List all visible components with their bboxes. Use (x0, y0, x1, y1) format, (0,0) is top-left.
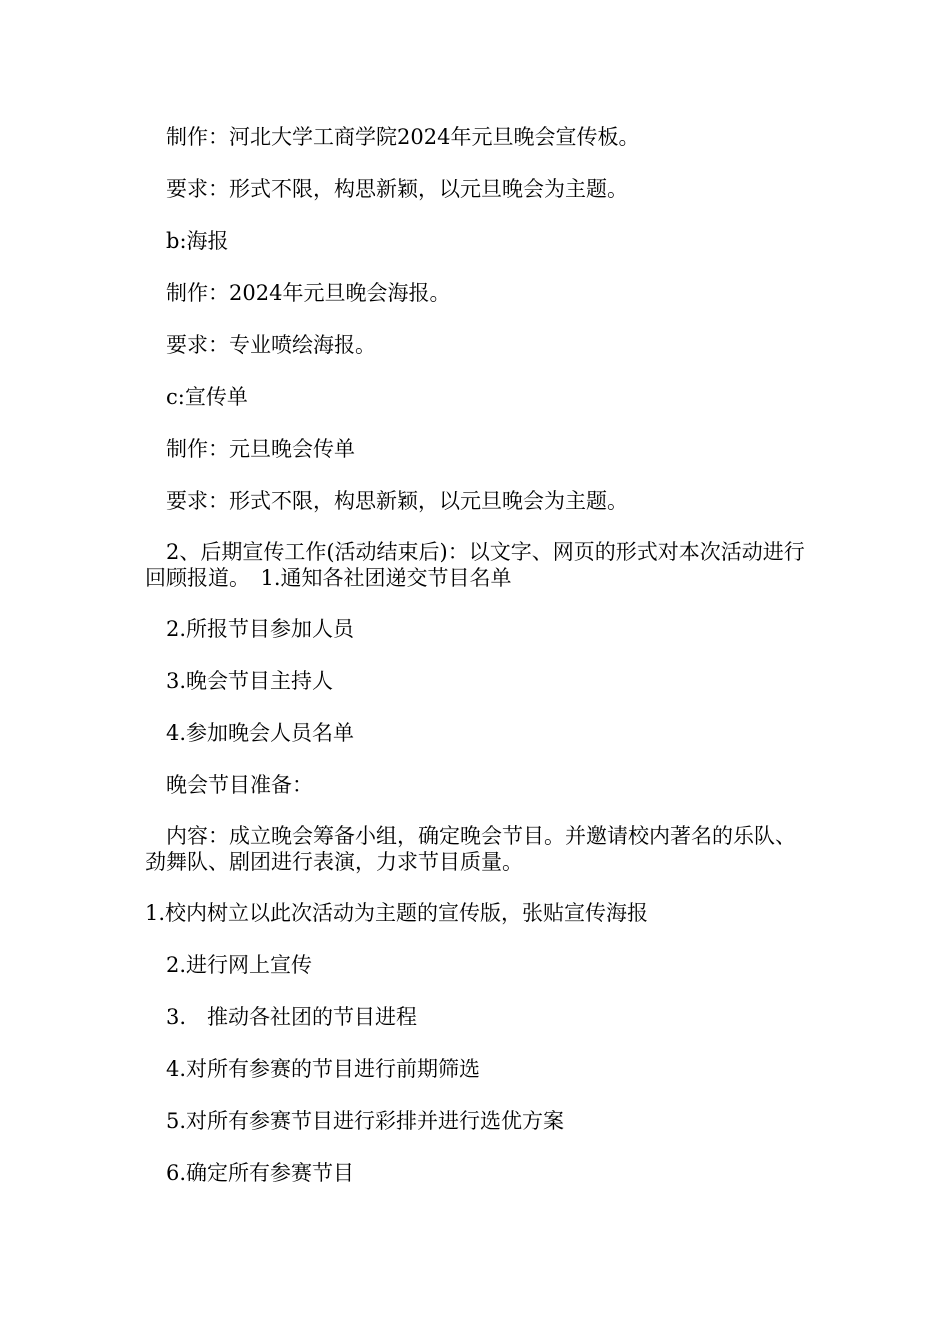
paragraph-9: 2、后期宣传工作(活动结束后)：以文字、网页的形式对本次活动进行回顾报道。 1.通知各社团递交节目名单 (145, 540, 805, 590)
paragraph-15: 1.校内树立以此次活动为主题的宣传版，张贴宣传海报 (145, 901, 649, 925)
paragraph-7: 制作：元旦晚会传单 (145, 437, 355, 461)
paragraph-1: 制作：河北大学工商学院2024年元旦晚会宣传板。 (145, 125, 640, 149)
paragraph-2: 要求：形式不限，构思新颖，以元旦晚会为主题。 (145, 177, 628, 201)
paragraph-8: 要求：形式不限，构思新颖，以元旦晚会为主题。 (145, 489, 628, 513)
paragraph-3: b:海报 (145, 229, 229, 253)
paragraph-20: 6.确定所有参赛节目 (145, 1161, 355, 1185)
paragraph-5: 要求：专业喷绘海报。 (145, 333, 376, 357)
paragraph-11: 3.晚会节目主持人 (145, 669, 334, 693)
paragraph-14: 内容：成立晚会筹备小组，确定晚会节目。并邀请校内著名的乐队、劲舞队、剧团进行表演，力求节目质量。 (145, 824, 796, 874)
paragraph-19: 5.对所有参赛节目进行彩排并进行选优方案 (145, 1109, 565, 1133)
paragraph-4: 制作：2024年元旦晚会海报。 (145, 281, 451, 305)
paragraph-17: 3. 推动各社团的节目进程 (145, 1005, 418, 1029)
paragraph-18: 4.对所有参赛的节目进行前期筛选 (145, 1057, 481, 1081)
paragraph-10: 2.所报节目参加人员 (145, 617, 355, 641)
paragraph-6: c:宣传单 (145, 385, 248, 409)
paragraph-13: 晚会节目准备： (145, 773, 313, 797)
paragraph-12: 4.参加晚会人员名单 (145, 721, 355, 745)
paragraph-16: 2.进行网上宣传 (145, 953, 313, 977)
